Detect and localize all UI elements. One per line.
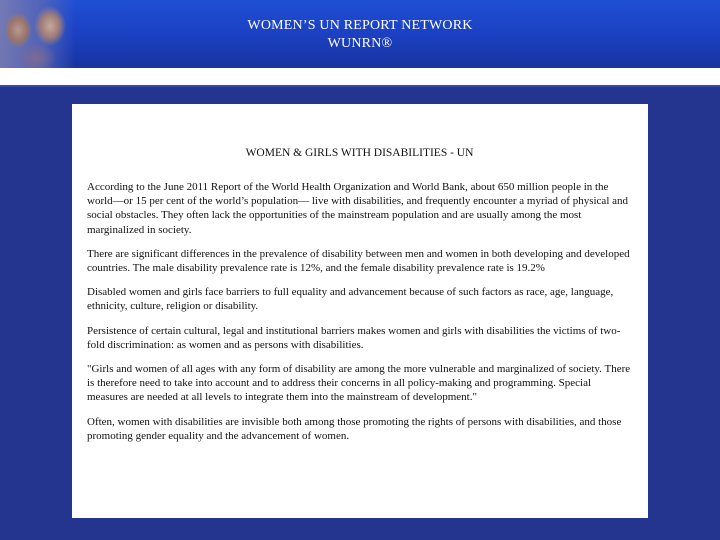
paragraph: According to the June 2011 Report of the World Health Organization and World Bank, about 650 million people in the world—or 15 per cent of the world’s population— live with disabilities, and frequently encounter a myriad of physical and social obstacles. They often lack the opportunities of the mainstream population and are usually among the most marginalized in society. <box>87 181 629 236</box>
header-title-line1: WOMEN’S UN REPORT NETWORK <box>247 18 473 33</box>
paragraph: "Girls and women of all ages with any form of disability are among the more vulnerable and marginalized of society. There is therefore need to take into account and to address their concerns in all policy-making and programming. Special measures are needed at all levels to integrate them into the mainstream of development." <box>87 363 631 404</box>
header-title <box>0 17 720 53</box>
paragraph: Disabled women and girls face barriers to full equality and advancement because of such factors as race, age, language, ethnicity, culture, religion or disability. <box>87 286 614 313</box>
document-title: WOMEN & GIRLS WITH DISABILITIES - UN <box>245 147 474 159</box>
header-band <box>0 0 720 68</box>
header-title-line2: WUNRN® <box>327 36 393 51</box>
paragraph: Persistence of certain cultural, legal and institutional barriers makes women and girls with disabilities the victims of two-fold discrimination: as women and as persons with disabilities. <box>87 324 621 351</box>
content-card <box>72 104 648 518</box>
paragraph: There are significant differences in the prevalence of disability between men and women in both developing and developed countries. The male disability prevalence rate is 12%, and the female disability prevalence rate is 19.2% <box>87 247 630 275</box>
paragraph: Often, women with disabilities are invisible both among those promoting the rights of persons with disabilities, and those promoting gender equality and the advancement of women. <box>87 415 622 442</box>
